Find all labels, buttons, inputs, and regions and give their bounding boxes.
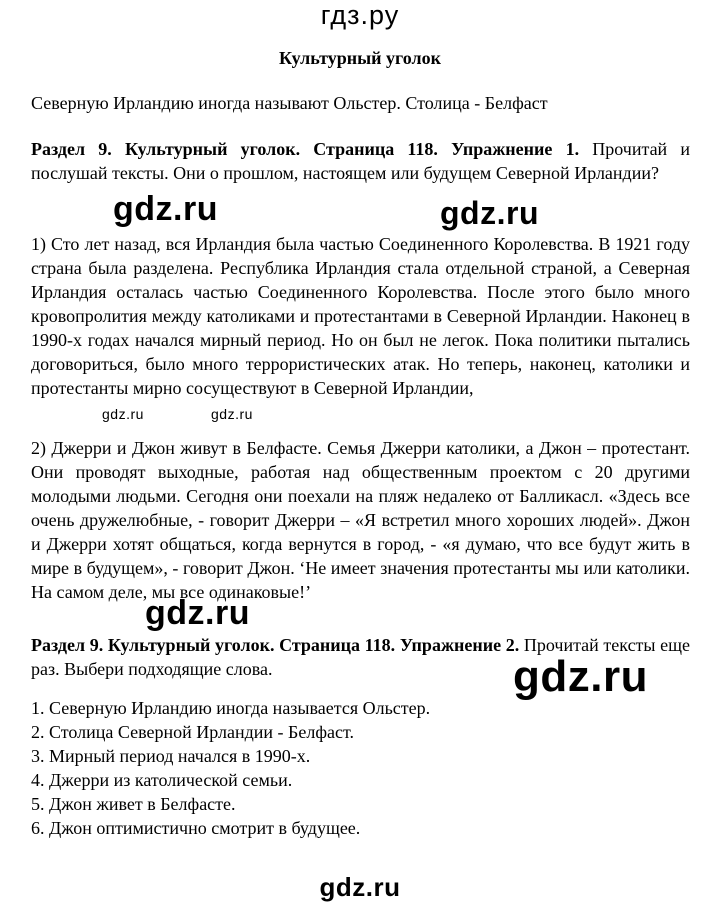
page-title: Культурный уголок [279,48,441,68]
site-header: гдз.ру [320,0,400,30]
text-1: 1) Сто лет назад, вся Ирландия была частью Соединенного Королевства. В 1921 году страна была разделена. Республика Ирландия стала отдельной страной, а Северная Ирландия осталась частью Соединенного Королевства. После этого было много кровопролития между католиками и протестантами в Северной Ирландии. Наконец в 1990-х годах начался мирный период. Но он был не легок. Пока политики пытались договориться, было много террористических атак. Но теперь, наконец, католики и протестанты мирно сосуществуют в Северной Ирландии, [31,234,690,398]
text-2: 2) Джерри и Джон живут в Белфасте. Семья Джерри католики, а Джон – протестант. Они проводят выходные, работая над общественным проектом с 20 другими молодыми людьми. Сегодня они поехали на пляж недалеко от Балликасл. «Здесь все очень дружелюбные, - говорит Джерри – «Я встретил много хороших людей». Джон и Джерри хотят общаться, когда вернутся в город, - «я думаю, что все будут жить в мире в будущем», - говорит Джон. ‘Не имеет значения протестанты мы или католики. На самом деле, мы все одинаковые!’ [31,438,690,602]
watermark: gdz.ru [113,190,218,228]
exercise-1-block [31,137,690,185]
exercise-1-instruction: Прочитай и послушай тексты. Они о прошлом, настоящем или будущем Северной Ирландии? [31,139,691,183]
exercise-1-heading: Раздел 9. Культурный уголок. Страница 118. Упражнение 1. [31,139,580,159]
watermark: gdz.ru [145,594,250,632]
list-item: 5. Джон живет в Белфасте. [31,794,236,814]
watermark: gdz.ru [102,406,144,422]
exercise-2-heading: Раздел 9. Культурный уголок. Страница 118. Упражнение 2. [31,635,520,655]
list-item: 6. Джон оптимистично смотрит в будущее. [31,818,361,838]
list-item: 3. Мирный период начался в 1990-х. [31,746,311,766]
intro-text: Северную Ирландию иногда называют Ольстер. Столица - Белфаст [31,93,548,113]
list-item: 4. Джерри из католической семьи. [31,770,293,790]
watermark: gdz.ru [211,406,253,422]
footer-watermark: gdz.ru [319,872,401,902]
list-item: 1. Северную Ирландию иногда называется Ольстер. [31,698,431,718]
watermark: gdz.ru [440,195,539,231]
watermark: gdz.ru [513,652,648,701]
list-item: 2. Столица Северной Ирландии - Белфаст. [31,722,355,742]
answers-list [31,696,430,840]
exercise-2-instruction: Прочитай тексты еще раз. Выбери подходящие слова. [31,635,690,679]
